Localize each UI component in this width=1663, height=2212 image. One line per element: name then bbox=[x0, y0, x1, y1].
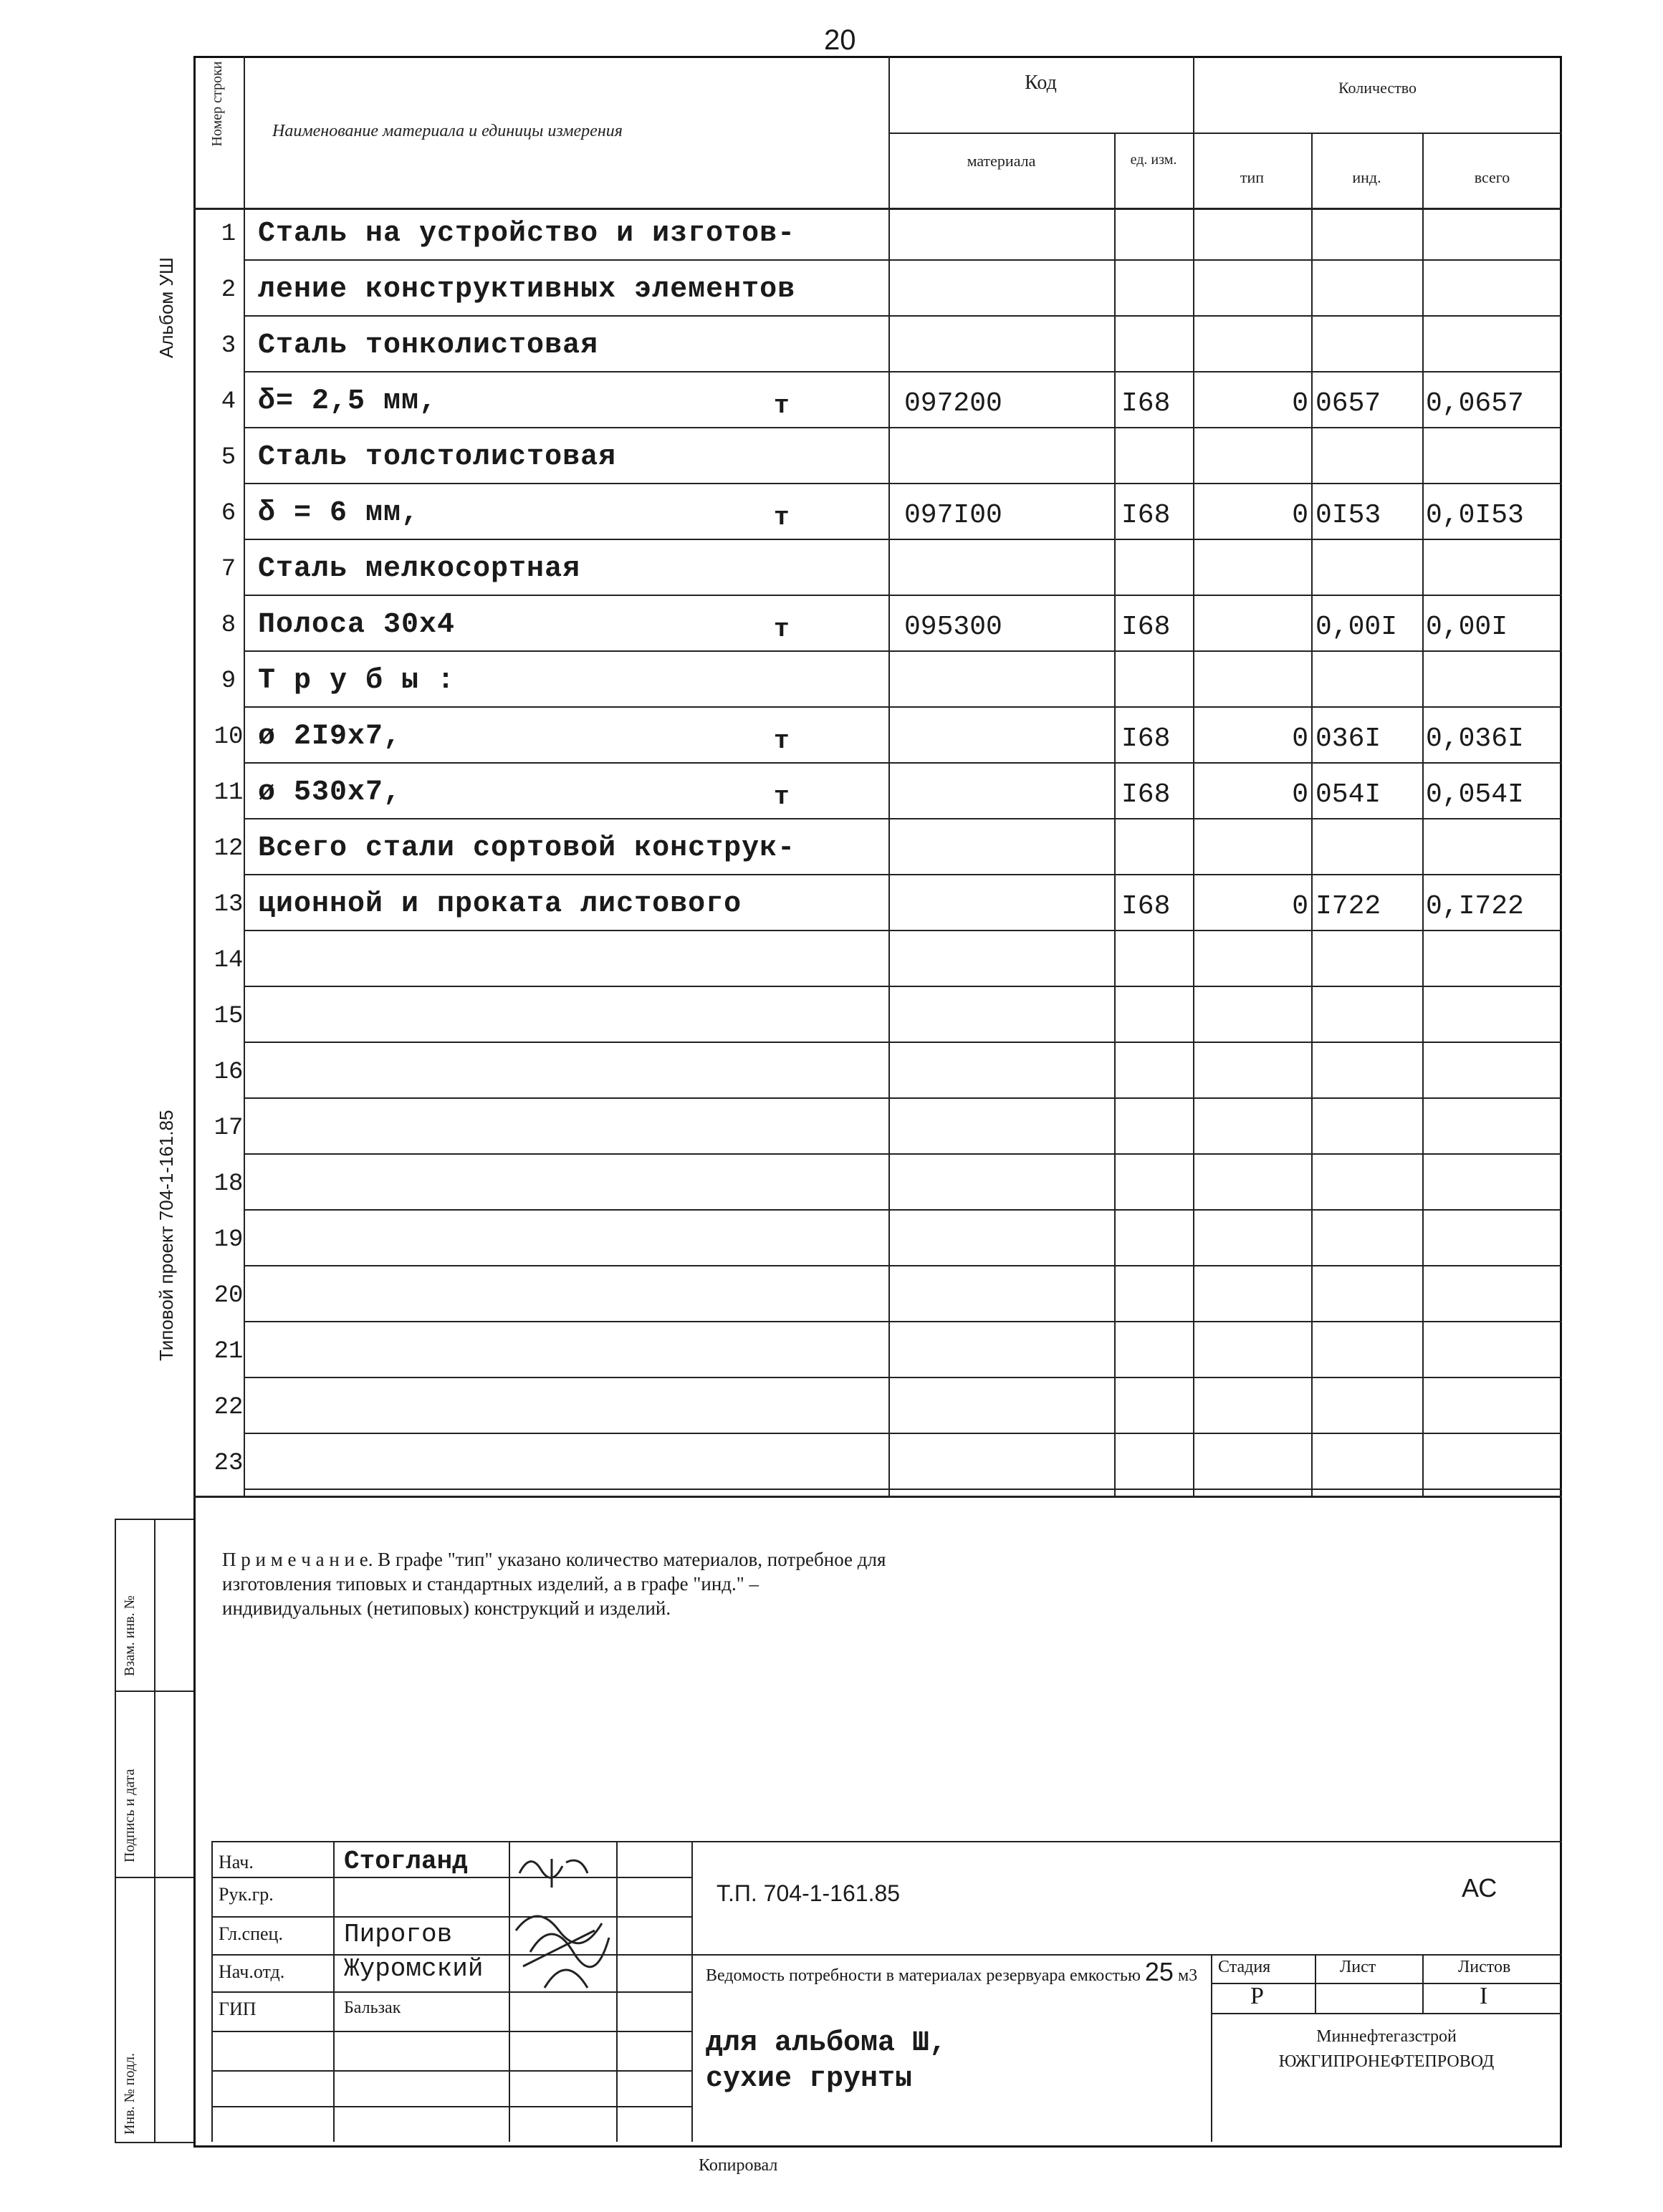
header-row-number: Номер строки bbox=[209, 61, 225, 147]
role-head: Нач. bbox=[219, 1852, 254, 1872]
row-line bbox=[244, 650, 1562, 652]
row-line bbox=[244, 483, 1562, 484]
strip-divider bbox=[154, 1519, 155, 2142]
row-line bbox=[244, 1377, 1562, 1378]
row-number: 8 bbox=[221, 612, 236, 639]
row-line bbox=[244, 1265, 1562, 1266]
row-name: ø 2I9х7, bbox=[258, 721, 402, 753]
row-qty-total: 0,0657 bbox=[1426, 388, 1524, 419]
row-number: 15 bbox=[214, 1003, 244, 1030]
row-line bbox=[244, 1433, 1562, 1434]
row-line bbox=[244, 539, 1562, 540]
row-number: 13 bbox=[214, 891, 244, 918]
role-chief-spec: Гл.спец. bbox=[219, 1923, 283, 1944]
row-line bbox=[244, 818, 1562, 819]
row-number: 22 bbox=[214, 1394, 244, 1421]
header-code-unit: ед. изм. bbox=[1130, 152, 1177, 168]
doc-desc-line1: Ведомость потребности в материалах резервуара емкостью bbox=[706, 1966, 1141, 1985]
row-number: 23 bbox=[214, 1450, 244, 1477]
col-divider bbox=[1422, 133, 1424, 1496]
row-code: 097I00 bbox=[904, 500, 1002, 531]
row-line bbox=[244, 427, 1562, 428]
row-qty-type: 0 bbox=[1292, 891, 1308, 922]
row-name: Сталь толстолистовая bbox=[258, 441, 617, 473]
row-qty-ind: 0I53 bbox=[1315, 500, 1381, 531]
row-name: Сталь тонколистовая bbox=[258, 330, 599, 362]
name-3: Журомский bbox=[344, 1954, 484, 1983]
row-name: δ = 6 мм, bbox=[258, 497, 420, 529]
row-line bbox=[244, 930, 1562, 931]
row-name: Т р у б ы : bbox=[258, 665, 456, 697]
row-name: ø 530х7, bbox=[258, 776, 402, 809]
row-line bbox=[244, 986, 1562, 987]
row-number: 16 bbox=[214, 1059, 244, 1086]
row-unit-code: I68 bbox=[1121, 723, 1171, 754]
row-line bbox=[244, 315, 1562, 317]
col-divider bbox=[244, 56, 245, 1496]
capacity-unit: м3 bbox=[1177, 1966, 1198, 1985]
sheets-label: Листов bbox=[1458, 1958, 1511, 1976]
role-gip: ГИП bbox=[219, 1999, 257, 2019]
col-divider bbox=[1114, 133, 1116, 1496]
side-label bbox=[147, 186, 183, 1361]
row-number: 11 bbox=[214, 779, 244, 807]
name-4: Бальзак bbox=[344, 1999, 401, 2017]
row-line bbox=[244, 1153, 1562, 1155]
row-qty-type: 0 bbox=[1292, 779, 1308, 810]
row-number: 19 bbox=[214, 1226, 244, 1254]
header-code: Код bbox=[1025, 72, 1057, 94]
strip-inventory: Инв. № подл. bbox=[122, 2053, 138, 2135]
tb-line bbox=[691, 1954, 1562, 1956]
row-number: 3 bbox=[221, 332, 236, 360]
row-line bbox=[244, 1209, 1562, 1211]
row-number: 4 bbox=[221, 388, 236, 415]
row-unit: т bbox=[774, 391, 790, 420]
row-number: 20 bbox=[214, 1282, 244, 1309]
row-qty-total: 0,I722 bbox=[1426, 891, 1524, 922]
tb-divider bbox=[691, 1841, 693, 2142]
strip-line bbox=[115, 2142, 193, 2143]
header-line bbox=[888, 133, 1562, 134]
header-line bbox=[193, 208, 1562, 210]
row-number: 9 bbox=[221, 668, 236, 695]
row-unit-code: I68 bbox=[1121, 612, 1171, 643]
row-unit: т bbox=[774, 503, 790, 532]
strip-line bbox=[115, 1519, 193, 1520]
tb-line bbox=[211, 1991, 691, 1993]
doc-desc-line3: сухие грунты bbox=[706, 2063, 913, 2095]
row-line bbox=[244, 1489, 1562, 1490]
row-number: 14 bbox=[214, 947, 244, 974]
stage-value: Р bbox=[1250, 1983, 1264, 2009]
row-number: 12 bbox=[214, 835, 244, 862]
row-line bbox=[244, 762, 1562, 764]
row-line bbox=[244, 595, 1562, 596]
org-ministry: Миннефтегазстрой bbox=[1316, 2027, 1457, 2046]
org-institute: ЮЖГИПРОНЕФТЕПРОВОД bbox=[1278, 2052, 1495, 2071]
row-unit: т bbox=[774, 782, 790, 812]
project-label: Типовой проект 704-1-161.85 bbox=[155, 1110, 177, 1361]
tb-divider bbox=[1315, 1954, 1316, 2013]
col-divider bbox=[1193, 56, 1194, 1496]
row-qty-total: 0,0I53 bbox=[1426, 500, 1524, 531]
row-unit-code: I68 bbox=[1121, 500, 1171, 531]
strip-divider bbox=[115, 1519, 116, 2142]
row-line bbox=[244, 874, 1562, 875]
role-group: Рук.гр. bbox=[219, 1884, 274, 1905]
row-qty-type: 0 bbox=[1292, 723, 1308, 754]
page-number: 20 bbox=[824, 24, 856, 56]
row-unit-code: I68 bbox=[1121, 779, 1171, 810]
note-text: П р и м е ч а н и е. В графе "тип" указано количество материалов, потребное для изготовления типовых и стандартных изделий, а в графе "инд." – индивидуальных (нетиповых) конструкций и изделий. bbox=[222, 1549, 886, 1619]
form-frame bbox=[193, 56, 1562, 2148]
tb-line bbox=[211, 2070, 691, 2072]
sheets-value: I bbox=[1480, 1983, 1488, 2009]
row-number: 5 bbox=[221, 444, 236, 471]
doc-description bbox=[706, 1957, 1200, 1986]
role-dept-head: Нач.отд. bbox=[219, 1961, 285, 1982]
row-number: 6 bbox=[221, 500, 236, 527]
row-name: Сталь на устройство и изготов- bbox=[258, 218, 796, 250]
row-qty-total: 0,036I bbox=[1426, 723, 1524, 754]
row-number: 10 bbox=[214, 723, 244, 751]
table-bottom-line bbox=[193, 1496, 1562, 1498]
row-name: δ= 2,5 мм, bbox=[258, 385, 438, 418]
row-number: 21 bbox=[214, 1338, 244, 1365]
tb-line bbox=[211, 2031, 691, 2032]
row-qty-ind: I722 bbox=[1315, 891, 1381, 922]
row-unit-code: I68 bbox=[1121, 891, 1171, 922]
row-qty-total: 0,00I bbox=[1426, 612, 1508, 643]
tb-line bbox=[211, 1916, 691, 1918]
signatures bbox=[509, 1845, 616, 2016]
row-unit: т bbox=[774, 615, 790, 644]
row-qty-ind: 0,00I bbox=[1315, 612, 1398, 643]
row-line bbox=[244, 1042, 1562, 1043]
sheet-label: Лист bbox=[1340, 1958, 1376, 1976]
copied-label: Копировал bbox=[699, 2156, 778, 2175]
doc-code: Т.П. 704-1-161.85 bbox=[717, 1880, 901, 1906]
row-qty-ind: 036I bbox=[1315, 723, 1381, 754]
row-qty-total: 0,054I bbox=[1426, 779, 1524, 810]
header-quantity: Количество bbox=[1338, 79, 1417, 97]
header-qty-ind: инд. bbox=[1352, 168, 1381, 186]
row-line bbox=[244, 706, 1562, 708]
row-line bbox=[244, 1321, 1562, 1322]
name-1: Стогланд bbox=[344, 1847, 468, 1876]
titleblock-top bbox=[211, 1841, 1562, 1842]
row-qty-type: 0 bbox=[1292, 500, 1308, 531]
row-line bbox=[244, 259, 1562, 261]
col-divider bbox=[1311, 133, 1313, 1496]
album-label: Альбом УШ bbox=[155, 257, 177, 358]
strip-line bbox=[115, 1877, 193, 1878]
header-qty-type: тип bbox=[1240, 168, 1265, 186]
row-number: 18 bbox=[214, 1170, 244, 1198]
tb-line bbox=[1211, 2013, 1562, 2014]
tb-divider bbox=[1422, 1954, 1424, 2013]
row-qty-ind: 054I bbox=[1315, 779, 1381, 810]
row-name: ционной и проката листового bbox=[258, 888, 742, 920]
row-name: Сталь мелкосортная bbox=[258, 553, 581, 585]
row-unit-code: I68 bbox=[1121, 388, 1171, 419]
strip-replace: Взам. инв. № bbox=[122, 1595, 138, 1676]
row-number: 7 bbox=[221, 556, 236, 583]
header-name: Наименование материала и единицы измерения bbox=[272, 122, 623, 140]
header-code-material: материала bbox=[967, 152, 1036, 170]
stage-label: Стадия bbox=[1218, 1958, 1271, 1976]
row-qty-type: 0 bbox=[1292, 388, 1308, 419]
row-number: 2 bbox=[221, 276, 236, 304]
row-name: Всего стали сортовой конструк- bbox=[258, 832, 796, 865]
row-line bbox=[244, 371, 1562, 372]
row-code: 095300 bbox=[904, 612, 1002, 643]
col-divider bbox=[888, 56, 890, 1496]
row-name: ление конструктивных элементов bbox=[258, 274, 796, 306]
row-code: 097200 bbox=[904, 388, 1002, 419]
row-number: 17 bbox=[214, 1115, 244, 1142]
row-line bbox=[244, 1097, 1562, 1099]
doc-mark: АС bbox=[1462, 1873, 1497, 1903]
tb-line bbox=[211, 1877, 691, 1878]
strip-signature: Подпись и дата bbox=[122, 1769, 138, 1862]
row-name: Полоса 30х4 bbox=[258, 609, 456, 641]
tb-line bbox=[211, 2106, 691, 2107]
name-2: Пирогов bbox=[344, 1920, 453, 1949]
row-number: 1 bbox=[221, 221, 236, 248]
capacity-value: 25 bbox=[1144, 1957, 1174, 1986]
header-qty-total: всего bbox=[1474, 168, 1510, 186]
doc-desc-line2: для альбома Ш, bbox=[706, 2027, 947, 2059]
row-unit: т bbox=[774, 726, 790, 756]
strip-line bbox=[115, 1691, 193, 1692]
row-qty-ind: 0657 bbox=[1315, 388, 1381, 419]
